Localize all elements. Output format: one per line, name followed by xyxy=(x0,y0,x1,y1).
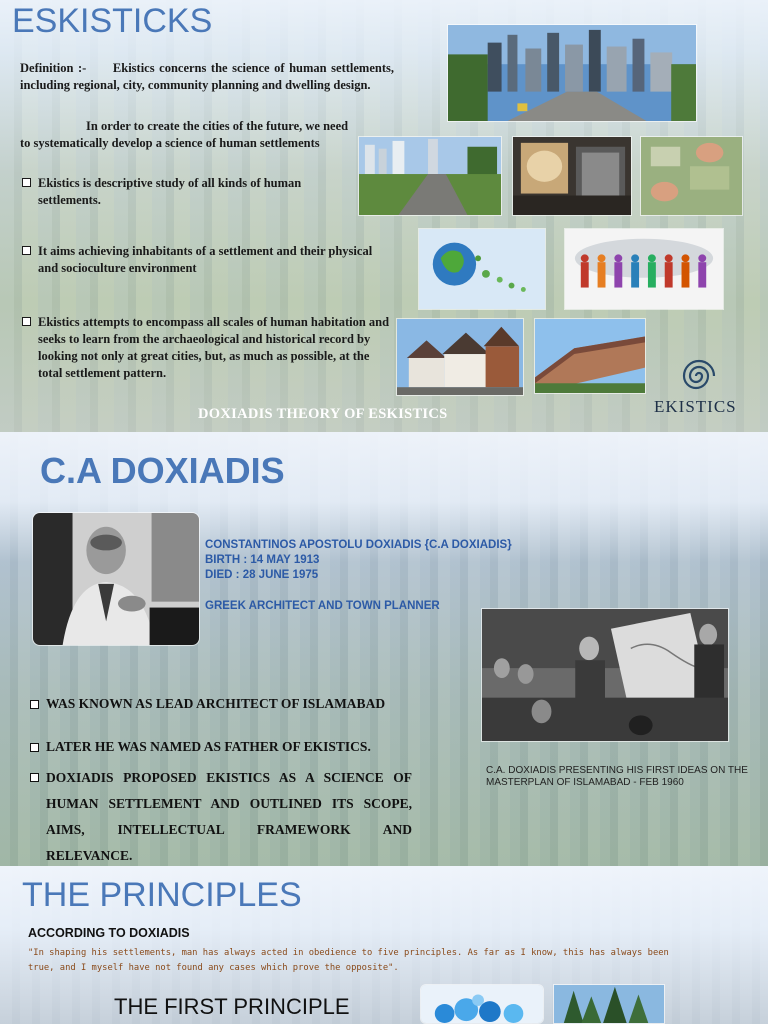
slide2-title: C.A DOXIADIS xyxy=(40,450,285,491)
future-cities-line1: In order to create the cities of the future, we need xyxy=(86,119,349,133)
principles-subtitle: ACCORDING TO DOXIADIS xyxy=(28,926,190,940)
bullet-text: WAS KNOWN AS LEAD ARCHITECT OF ISLAMABAD xyxy=(46,696,386,711)
forest-photo xyxy=(553,984,665,1024)
slide1-title: ESKISTICKS xyxy=(12,2,213,40)
definition-paragraph xyxy=(20,60,394,94)
green-globe-photo xyxy=(418,228,546,310)
people-chain-photo xyxy=(564,228,724,310)
bullet-square-icon xyxy=(22,317,31,326)
doxiadis-bullet-3 xyxy=(46,765,412,866)
planning-model-photo xyxy=(640,136,743,216)
future-cities-line2: to systematically develop a science of human settlements xyxy=(20,136,320,150)
doxiadis-bullet-1 xyxy=(46,696,385,712)
ekistics-logo-text: EKISTICS xyxy=(654,397,737,416)
info-role: GREEK ARCHITECT AND TOWN PLANNER xyxy=(205,600,440,612)
doxiadis-portrait-photo xyxy=(32,512,200,646)
ekistics-spiral-logo-icon xyxy=(676,356,722,396)
bullet-item-2 xyxy=(38,243,378,277)
houses-street-photo xyxy=(396,318,524,396)
bullet-text: Ekistics is descriptive study of all kinds of human settlements. xyxy=(38,176,302,207)
info-birth: BIRTH : 14 MAY 1913 xyxy=(205,554,320,566)
bullet-item-3 xyxy=(38,314,394,382)
bullet-text: Ekistics attempts to encompass all scales of human habitation and seeks to learn from the archaeological and historical record by looking not only at great cities, but, as much as possible, at the total settlement pattern. xyxy=(38,315,390,380)
bullet-text: LATER HE WAS NAMED AS FATHER OF EKISTICS. xyxy=(46,739,371,754)
bullet-square-icon xyxy=(22,246,31,255)
bullet-text: DOXIADIS PROPOSED EKISTICS AS A SCIENCE OF HUMAN SETTLEMENT AND OUTLINED ITS SCOPE, AIMS, INTELLECTUAL FRAMEWORK AND RELEVANCE. xyxy=(46,770,412,863)
bullet-square-icon xyxy=(30,743,39,752)
bullet-square-icon xyxy=(22,178,31,187)
bullet-square-icon xyxy=(30,700,39,709)
islamabad-masterplan-presentation-photo xyxy=(481,608,729,742)
slide1-footer: DOXIADIS THEORY OF ESKISTICS xyxy=(198,406,448,422)
definition-text: Ekistics concerns the science of human settlements, including regional, city, community planning and dwelling design. xyxy=(20,61,394,92)
blue-circles-graphic xyxy=(420,984,544,1024)
slide-ekistics-definition xyxy=(0,0,768,432)
city-skyline-photo xyxy=(447,24,697,122)
doxiadis-info-block xyxy=(205,538,545,614)
info-name: CONSTANTINOS APOSTOLU DOXIADIS {C.A DOXIADIS} xyxy=(205,539,512,551)
slide-principles xyxy=(0,866,768,1024)
slide3-title: THE PRINCIPLES xyxy=(22,876,302,914)
bullet-square-icon xyxy=(30,773,39,782)
terrace-houses-photo xyxy=(534,318,646,394)
urban-road-photo xyxy=(358,136,502,216)
photo-caption: C.A. DOXIADIS PRESENTING HIS FIRST IDEAS ON THE MASTERPLAN OF ISLAMABAD - FEB 1960 xyxy=(486,765,748,788)
future-cities-paragraph xyxy=(20,118,400,152)
interior-dwelling-photo xyxy=(512,136,632,216)
doxiadis-quote: "In shaping his settlements, man has always acted in obedience to five principles. As far as I know, this has always been true, and I myself have not found any cases which prove the opposite". xyxy=(28,948,669,973)
doxiadis-bullet-2 xyxy=(46,739,371,755)
definition-label: Definition :- xyxy=(20,61,87,75)
first-principle-heading: THE FIRST PRINCIPLE xyxy=(114,994,350,1019)
bullet-item-1 xyxy=(38,175,348,209)
info-died: DIED : 28 JUNE 1975 xyxy=(205,569,319,581)
bullet-text: It aims achieving inhabitants of a settlement and their physical and socioculture environment xyxy=(38,244,373,275)
slide-ca-doxiadis xyxy=(0,432,768,866)
